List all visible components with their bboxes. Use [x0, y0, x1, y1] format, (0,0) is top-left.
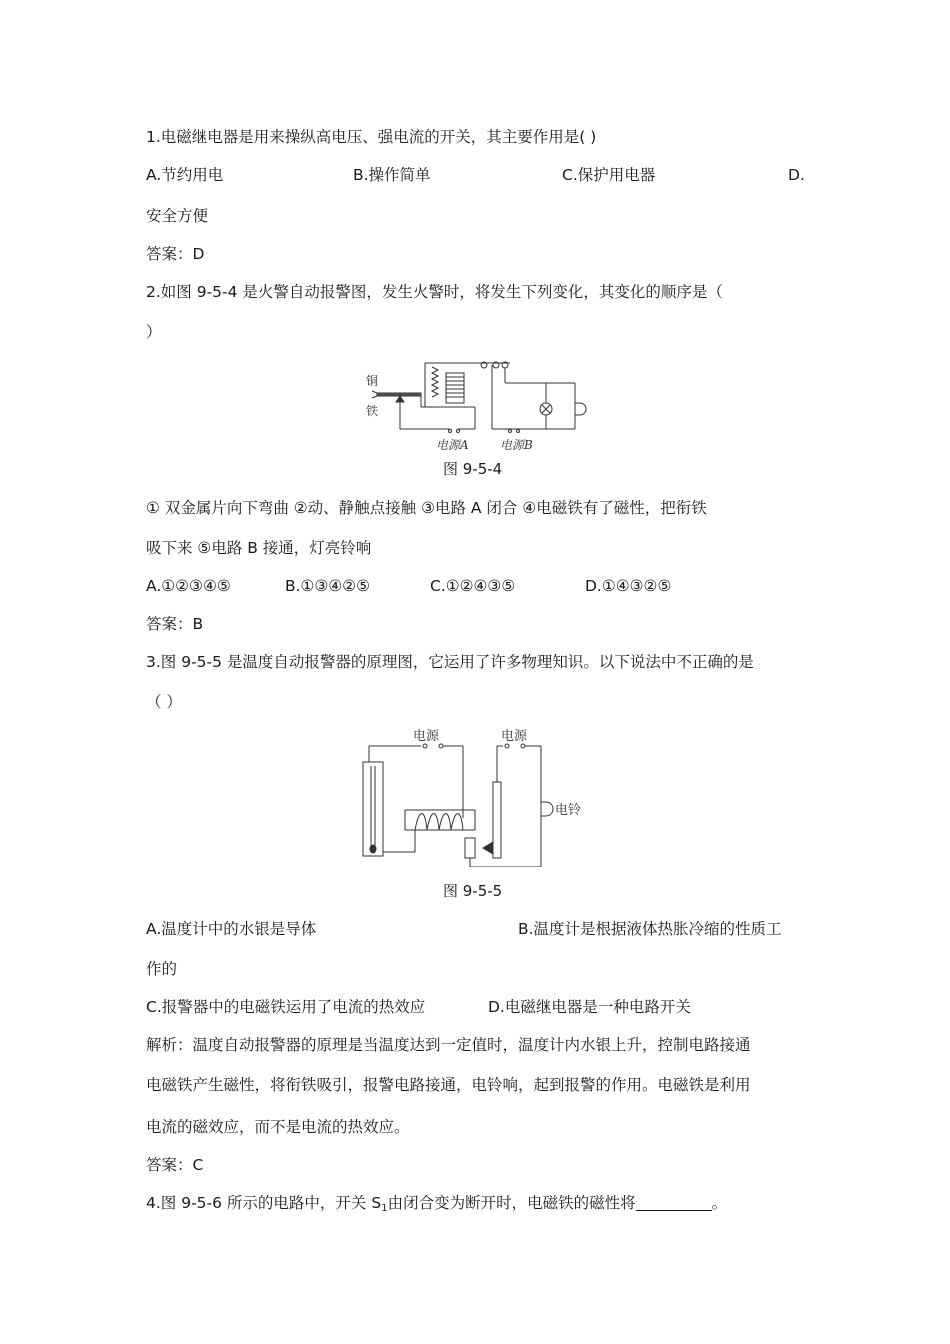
q3-analysis-line3: 电流的磁效应，而不是电流的热效应。: [146, 1118, 410, 1136]
q3-option-b-continued: 作的: [146, 960, 178, 978]
figure-9-5-5-caption: 图 9-5-5: [443, 882, 503, 900]
q2-stem-line1: 2.如图 9-5-4 是火警自动报警图，发生火警时，将发生下列变化，其变化的顺序是（: [146, 283, 723, 301]
q2-events-line2: 吸下来 ⑤电路 B 接通，灯亮铃响: [146, 539, 372, 557]
q1-option-c: C.保护用电器: [562, 166, 656, 184]
q3-analysis-line2: 电磁铁产生磁性，将衔铁吸引，报警电路接通，电铃响，起到报警的作用。电磁铁是利用: [146, 1076, 751, 1094]
figure-9-5-4-caption: 图 9-5-4: [443, 460, 503, 478]
label-source-a: 电源A: [436, 438, 469, 452]
q1-answer: 答案：D: [146, 245, 205, 263]
figure-9-5-4: [360, 355, 600, 455]
q4-stem-before: 4.图 9-5-6 所示的电路中，开关 S: [146, 1194, 382, 1212]
label-power-2: 电源: [501, 729, 528, 744]
label-source-b: 电源B: [500, 438, 533, 452]
bimetal-strip: [377, 393, 421, 396]
q2-stem-line2: ）: [146, 323, 162, 341]
q2-option-b: B.①③④②⑤: [285, 577, 371, 595]
q2-answer: 答案：B: [146, 615, 204, 633]
q3-option-d: D.电磁继电器是一种电路开关: [488, 998, 691, 1016]
q1-option-a: A.节约用电: [146, 166, 224, 184]
q2-option-d: D.①④③②⑤: [585, 577, 672, 595]
label-bell: 电铃: [555, 803, 582, 818]
q3-analysis-line1: 解析：温度自动报警器的原理是当温度达到一定值时，温度计内水银上升，控制电路接通: [146, 1036, 751, 1054]
q1-option-b: B.操作简单: [353, 166, 431, 184]
label-power-1: 电源: [413, 729, 440, 744]
q2-option-c: C.①②④③⑤: [430, 577, 516, 595]
q3-option-b: B.温度计是根据液体热胀冷缩的性质工: [518, 920, 782, 938]
q3-stem-line1: 3.图 9-5-5 是温度自动报警器的原理图，它运用了许多物理知识。以下说法中不正确的是: [146, 653, 754, 671]
q2-events-line1: ① 双金属片向下弯曲 ②动、静触点接触 ③电路 A 闭合 ④电磁铁有了磁性，把衔铁: [146, 499, 707, 517]
q3-stem-line2: （ ）: [146, 693, 182, 711]
q3-option-c: C.报警器中的电磁铁运用了电流的热效应: [146, 998, 426, 1016]
figure-9-5-5: [355, 722, 605, 867]
q3-answer: 答案：C: [146, 1156, 204, 1174]
label-copper: 铜: [366, 374, 379, 388]
q1-option-d: D.: [788, 166, 805, 184]
q3-option-a: A.温度计中的水银是导体: [146, 920, 317, 938]
q4-stem: [146, 1193, 727, 1219]
q1-option-d-continued: 安全方便: [146, 207, 209, 225]
q2-option-a: A.①②③④⑤: [146, 577, 231, 595]
q1-stem: 1.电磁继电器是用来操纵高电压、强电流的开关，其主要作用是( ): [146, 128, 597, 146]
q4-stem-after: 由闭合变为断开时，电磁铁的磁性将: [387, 1194, 636, 1212]
q4-stem-subscript: 1: [381, 1203, 388, 1214]
q4-answer-blank[interactable]: [636, 1194, 712, 1211]
label-iron: 铁: [366, 404, 379, 418]
q4-stem-end: 。: [711, 1194, 728, 1212]
